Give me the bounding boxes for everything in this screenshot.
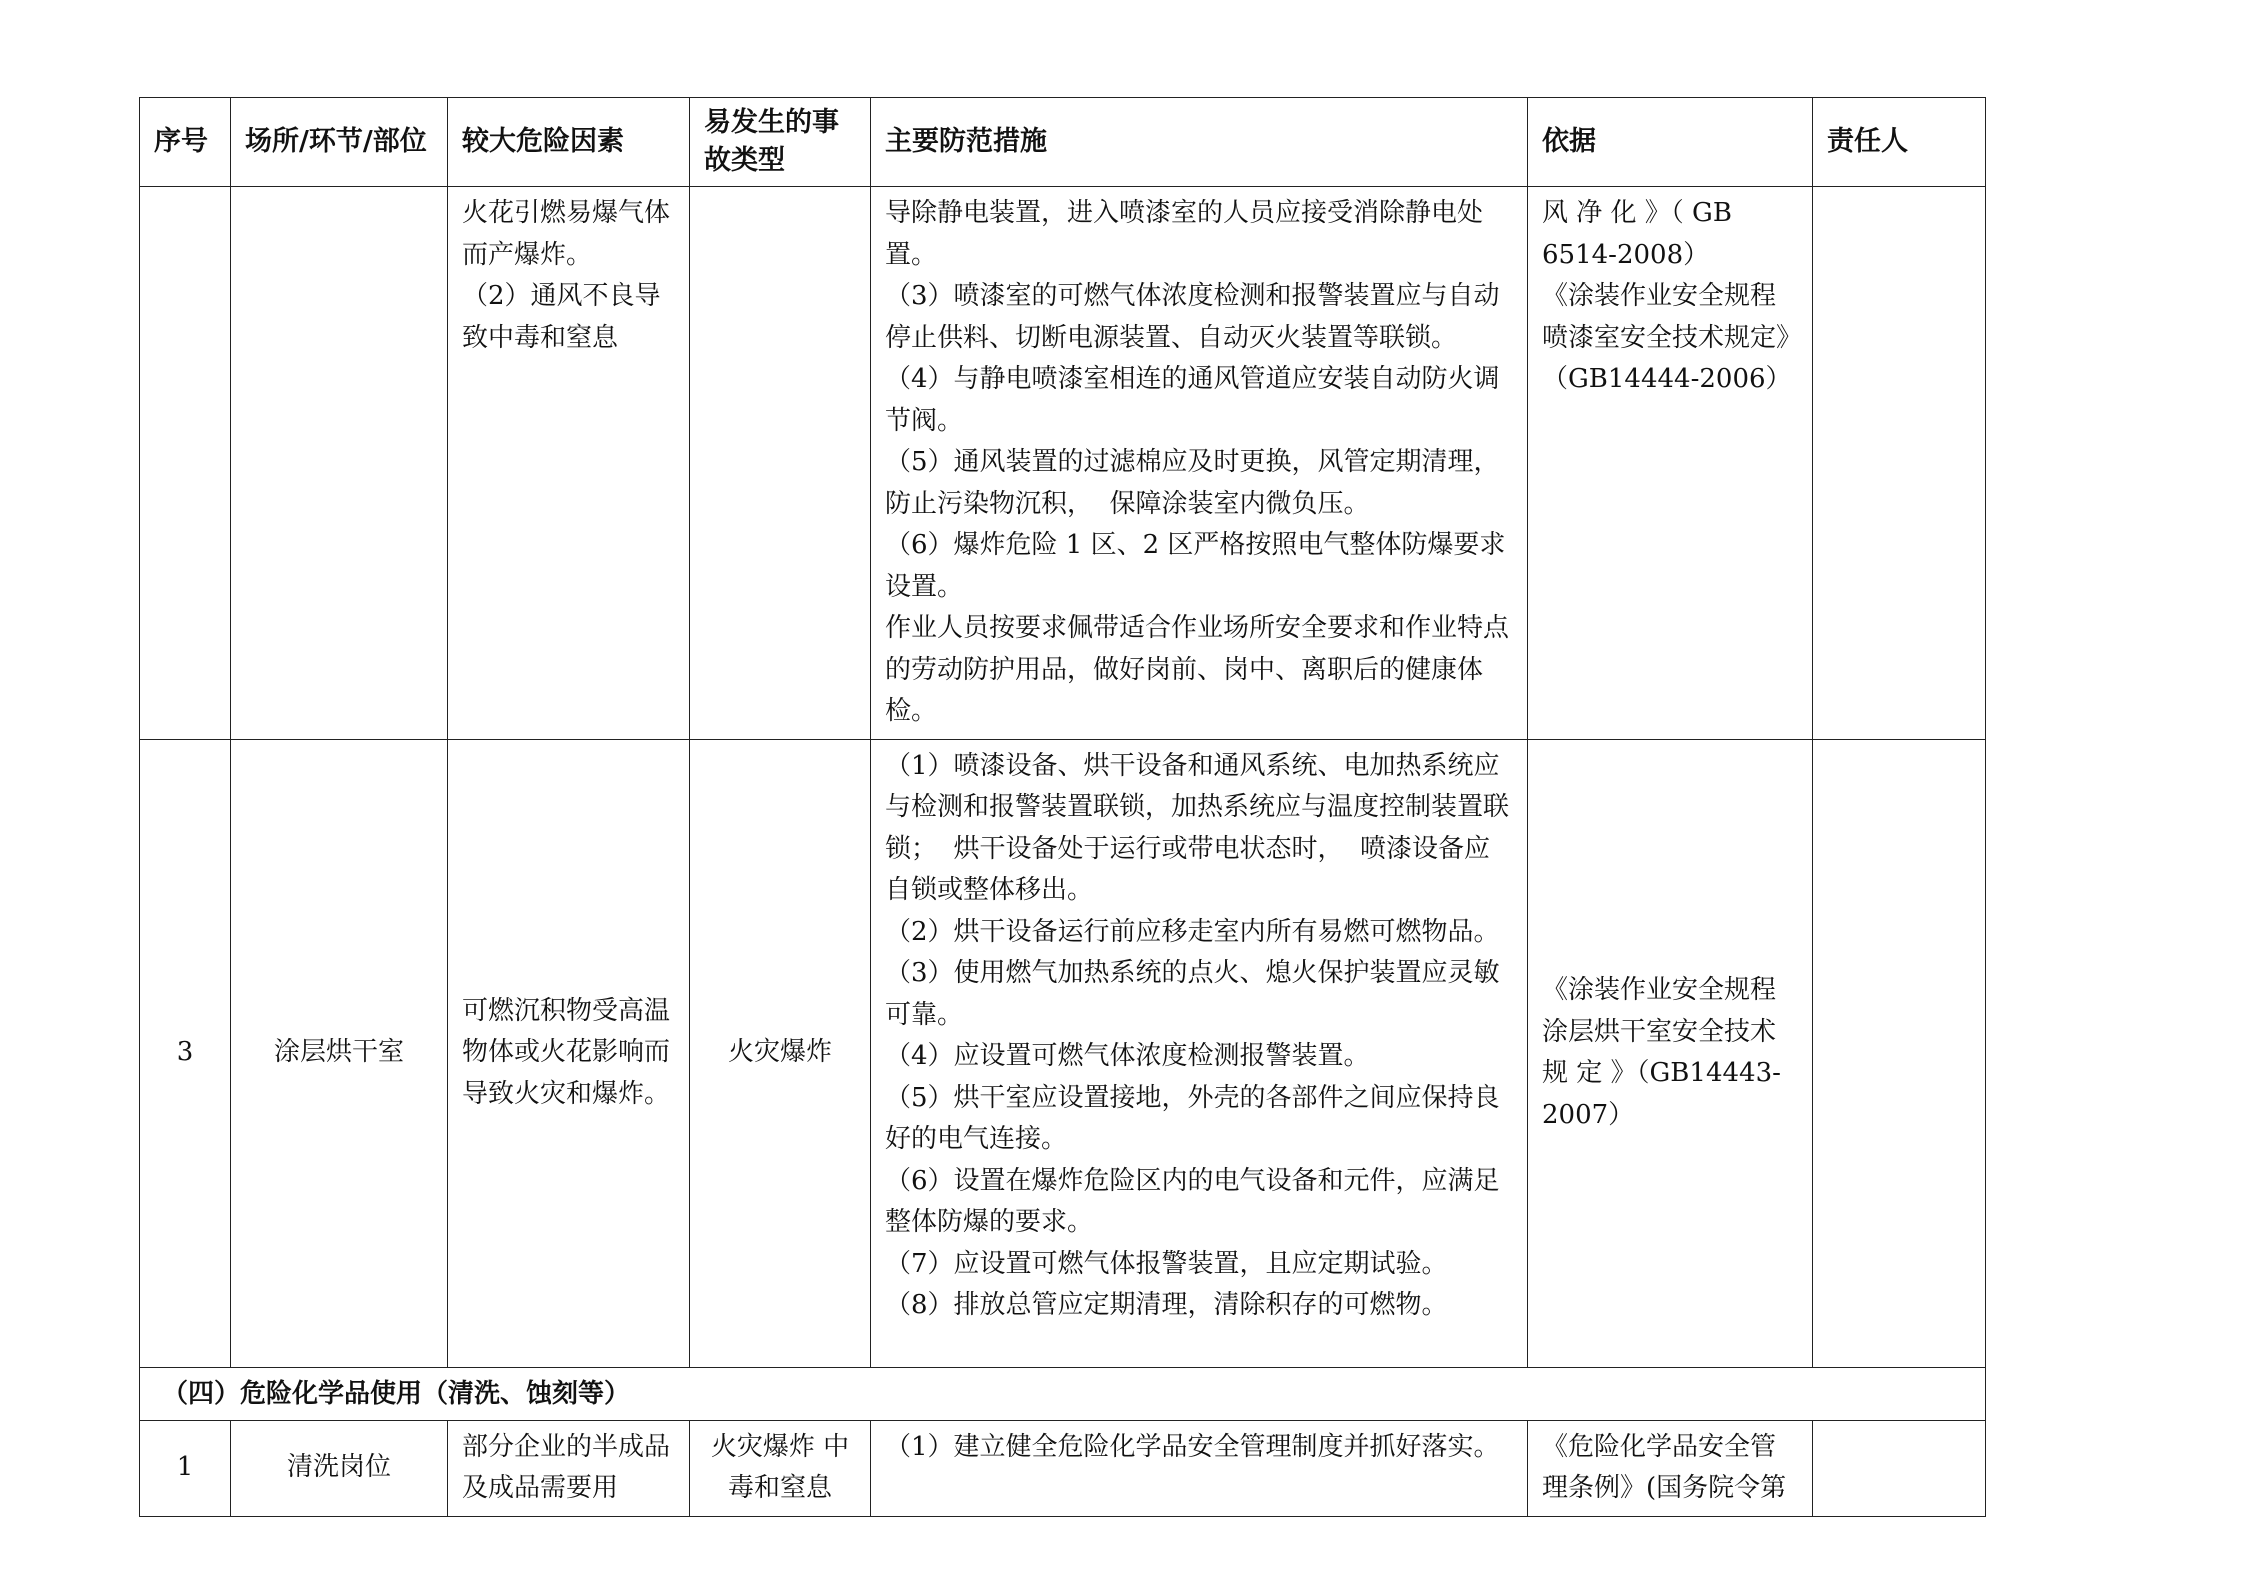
measure-item: （2）烘干设备运行前应移走室内所有易燃可燃物品。 [885,916,1500,947]
measure-item: （6）爆炸危险 1 区、2 区严格按照电气整体防爆要求设置。 [885,530,1506,602]
table-row [140,739,1986,1367]
header-place: 场所/环节/部位 [231,98,448,187]
row-basis [1528,1420,1813,1516]
row-measures [871,1420,1528,1516]
measure-item: （7）应设置可燃气体报警装置，且应定期试验。 [885,1248,1448,1279]
basis-text: 《涂装作业安全规程 喷漆室安全技术规定》（GB14444-2006） [1542,281,1792,394]
row-no: 1 [140,1420,231,1516]
table-row [140,187,1986,740]
header-no: 序号 [140,98,231,187]
measure-item: （4）与静电喷漆室相连的通风管道应安装自动防火调节阀。 [885,364,1500,436]
basis-text: 《危险化学品安全管理条例》(国务院令第 [1542,1431,1787,1503]
measure-item: （8）排放总管应定期清理，清除积存的可燃物。 [885,1290,1448,1320]
hazard-text: 火花引燃易爆气体而产爆炸。 [462,198,671,270]
safety-measures-table [139,97,1986,1517]
header-hazard: 较大危险因素 [448,98,690,187]
measure-item: （5）通风装置的过滤棉应及时更换，风管定期清理，防止污染物沉积， 保障涂装室内微负压。 [885,447,1500,519]
row-measures [871,739,1528,1367]
row-accident-type: 火灾爆炸 中毒和窒息 [690,1420,871,1516]
header-owner: 责任人 [1813,98,1986,187]
row-owner [1813,739,1986,1367]
header-basis: 依据 [1528,98,1813,187]
row-basis [1528,739,1813,1367]
basis-text: 《涂装作业安全规程 涂层烘干室安全技术规 定 》（GB14443-2007） [1542,975,1785,1130]
measure-item: 作业人员按要求佩带适合作业场所安全要求和作业特点的劳动防护用品，做好岗前、岗中、离职后的健康体检。 [885,613,1510,726]
measure-item: （5）烘干室应设置接地，外壳的各部件之间应保持良好的电气连接。 [885,1082,1500,1154]
row-owner [1813,1420,1986,1516]
measure-item: （1）喷漆设备、烘干设备和通风系统、电加热系统应与检测和报警装置联锁，加热系统应与温度控制装置联锁； 烘干设备处于运行或带电状态时， 喷漆设备应自锁或整体移出。 [885,750,1510,905]
table-header-row [140,98,1986,187]
row-measures [871,187,1528,740]
table-row [140,1420,1986,1516]
row-hazard [448,1420,690,1516]
row-place [231,187,448,740]
header-accident-type: 易发生的事故类型 [690,98,871,187]
row-owner [1813,187,1986,740]
row-basis [1528,187,1813,740]
section-row [140,1367,1986,1420]
measure-item: （3）使用燃气加热系统的点火、熄火保护装置应灵敏可靠。 [885,958,1500,1030]
row-no: 3 [140,739,231,1367]
measure-item: （1）建立健全危险化学品安全管理制度并抓好落实。 [885,1431,1500,1462]
hazard-text: 部分企业的半成品及成品需要用 [462,1431,671,1503]
hazard-text: （2）通风不良导致中毒和窒息 [462,281,661,353]
row-hazard [448,187,690,740]
measure-item: （3）喷漆室的可燃气体浓度检测和报警装置应与自动停止供料、切断电源装置、自动灭火装置等联锁。 [885,281,1500,353]
header-measures: 主要防范措施 [871,98,1528,187]
row-hazard [448,739,690,1367]
measure-item: （4）应设置可燃气体浓度检测报警装置。 [885,1041,1370,1071]
row-place: 清洗岗位 [231,1420,448,1516]
row-accident-type: 火灾爆炸 [690,739,871,1367]
hazard-text: 可燃沉积物受高温物体或火花影响而导致火灾和爆炸。 [462,995,671,1109]
measure-item: 导除静电装置，进入喷漆室的人员应接受消除静电处置。 [885,198,1484,270]
row-no [140,187,231,740]
basis-text: 风 净 化 》（ GB 6514-2008） [1542,198,1741,270]
measure-item: （6）设置在爆炸危险区内的电气设备和元件，应满足整体防爆的要求。 [885,1165,1500,1237]
section-title: （四）危险化学品使用（清洗、蚀刻等） [140,1367,1986,1420]
row-accident-type [690,187,871,740]
row-place: 涂层烘干室 [231,739,448,1367]
